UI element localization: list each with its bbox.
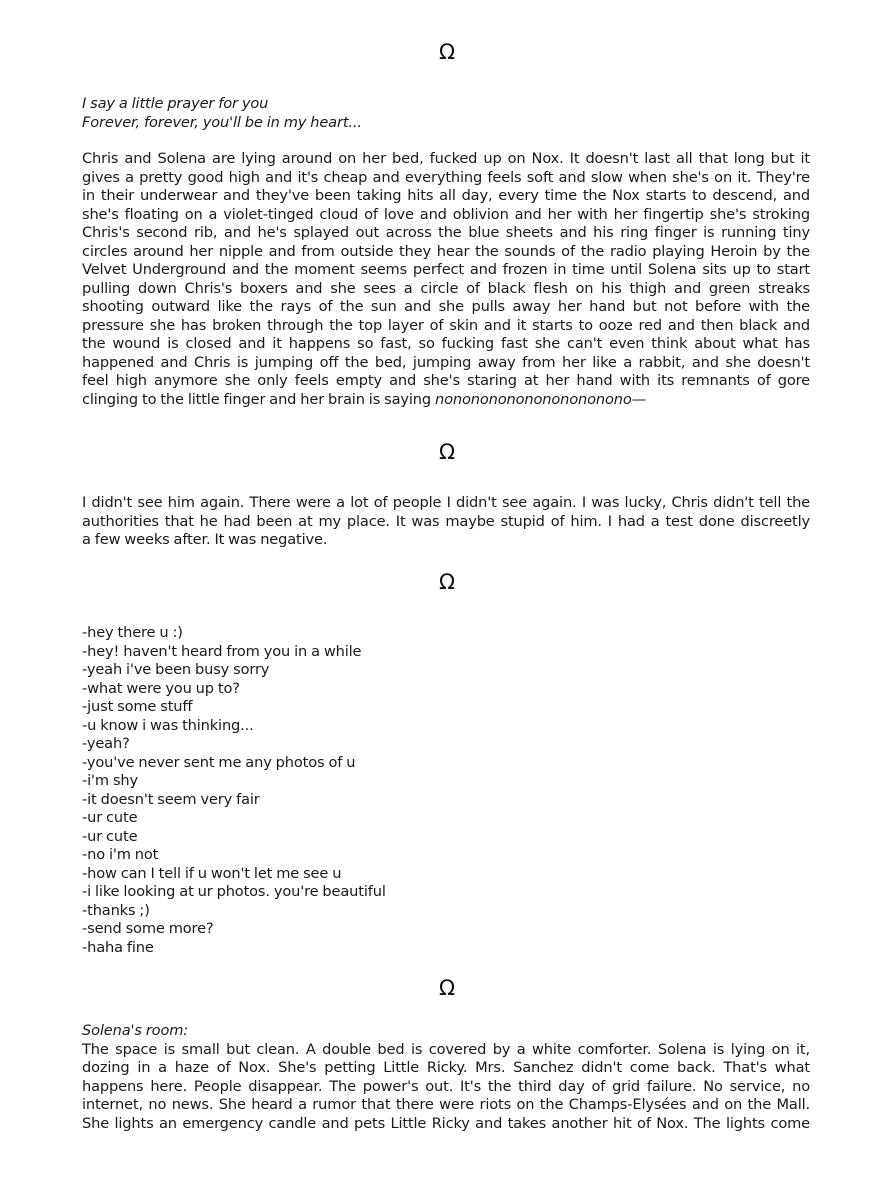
last-line-italic-text: nonononononononononono— xyxy=(434,390,647,408)
chat-message: -haha fine xyxy=(82,938,154,956)
paragraph-line: internet, no news. She heard a rumor that there were riots on the Champs-Elysées and on the Mall. xyxy=(82,1096,810,1113)
chat-message: -i like looking at ur photos. you're beautiful xyxy=(82,883,386,900)
paragraph-line: I didn't see him again. There were a lot of people I didn't see again. I was lucky, Chris didn't tell the xyxy=(82,494,810,511)
paragraph-line: authorities that he had been at my place. It was maybe stupid of him. I had a test done discreetly xyxy=(82,512,810,530)
section-separator-2: Ω xyxy=(438,440,456,464)
chat-log xyxy=(82,624,810,957)
paragraph-line: happens here. People disappear. The power's out. It's the third day of grid failure. No service, no xyxy=(82,1077,810,1095)
epigraph xyxy=(82,95,810,132)
section-separator-4: Ω xyxy=(438,976,456,1000)
paragraph-line: Velvet Underground and the moment seems perfect and frozen in time until Solena sits up to start xyxy=(82,261,810,278)
paragraph-line: she's floating on a violet-tinged cloud of love and oblivion and her with her fingertip she's stroking xyxy=(82,205,810,223)
paragraph-line: shooting outward like the rays of the sun and she pulls away her hand but not before with the xyxy=(82,298,810,315)
epigraph-line: I say a little prayer for you xyxy=(82,95,269,112)
chat-message: -i'm shy xyxy=(82,772,138,789)
epigraph-line: Forever, forever, you'll be in my heart... xyxy=(82,113,362,131)
scene-2-paragraph xyxy=(82,494,810,550)
scene-4 xyxy=(82,1022,810,1133)
paragraph-line: pressure she has broken through the top layer of skin and it starts to ooze red and then black and xyxy=(82,316,810,334)
paragraph-line: in their underwear and they've been taking hits all day, every time the Nox starts to descend, and xyxy=(82,187,810,204)
chat-message: -send some more? xyxy=(82,920,214,937)
chat-message: -hey! haven't heard from you in a while xyxy=(82,642,362,660)
chat-message: -u know i was thinking... xyxy=(82,716,254,734)
section-separator-1: Ω xyxy=(438,40,456,64)
paragraph-line: dozing in a haze of Nox. She's petting Little Ricky. Mrs. Sanchez didn't come back. That's what xyxy=(82,1059,810,1076)
chat-message: -how can I tell if u won't let me see u xyxy=(82,864,342,882)
scene-4-paragraph xyxy=(82,1041,810,1134)
paragraph-line: circles around her nipple and from outside they hear the sounds of the radio playing Heroin by the xyxy=(82,242,810,260)
paragraph-last-line xyxy=(82,391,810,410)
chat-message: -no i'm not xyxy=(82,846,159,863)
chat-message: -you've never sent me any photos of u xyxy=(82,753,356,771)
chat-message: -yeah i've been busy sorry xyxy=(82,661,270,678)
chat-message: -yeah? xyxy=(82,735,130,752)
scene-1-paragraph xyxy=(82,150,810,409)
chat-message: -just some stuff xyxy=(82,698,193,715)
paragraph-line: feel high anymore she only feels empty and she's staring at her hand with its remnants of gore xyxy=(82,372,810,389)
paragraph-line: a few weeks after. It was negative. xyxy=(82,531,328,548)
chat-message: -what were you up to? xyxy=(82,679,240,697)
paragraph-line: Chris's second rib, and he's splayed out across the blue sheets and his ring finger is running tiny xyxy=(82,224,810,241)
paragraph-line: The space is small but clean. A double bed is covered by a white comforter. Solena is lying on it, xyxy=(82,1040,810,1058)
paragraph-line: happened and Chris is jumping off the bed, jumping away from her like a rabbit, and she doesn't xyxy=(82,353,810,371)
section-separator-3: Ω xyxy=(438,570,456,594)
last-line-text: clinging to the little finger and her brain is saying xyxy=(82,390,435,408)
paragraph-line: Chris and Solena are lying around on her bed, fucked up on Nox. It doesn't last all that long but it xyxy=(82,150,810,167)
paragraph-line: the wound is closed and it happens so fast, so fucking fast she can't even think about what has xyxy=(82,335,810,352)
scene-heading: Solena's room: xyxy=(82,1022,189,1039)
chat-message: -ur cute xyxy=(82,809,138,826)
chat-message: -ur cute xyxy=(82,827,138,845)
chat-message: -thanks ;) xyxy=(82,901,150,919)
chat-message: -it doesn't seem very fair xyxy=(82,790,260,808)
paragraph-line: pulling down Chris's boxers and she sees a circle of black flesh on his thigh and green streaks xyxy=(82,279,810,297)
chat-message: -hey there u :) xyxy=(82,624,183,641)
paragraph-line: She lights an emergency candle and pets Little Ricky and takes another hit of Nox. The lights come xyxy=(82,1114,810,1132)
paragraph-line: gives a pretty good high and it's cheap and everything feels soft and slow when she's on it. They're xyxy=(82,168,810,186)
